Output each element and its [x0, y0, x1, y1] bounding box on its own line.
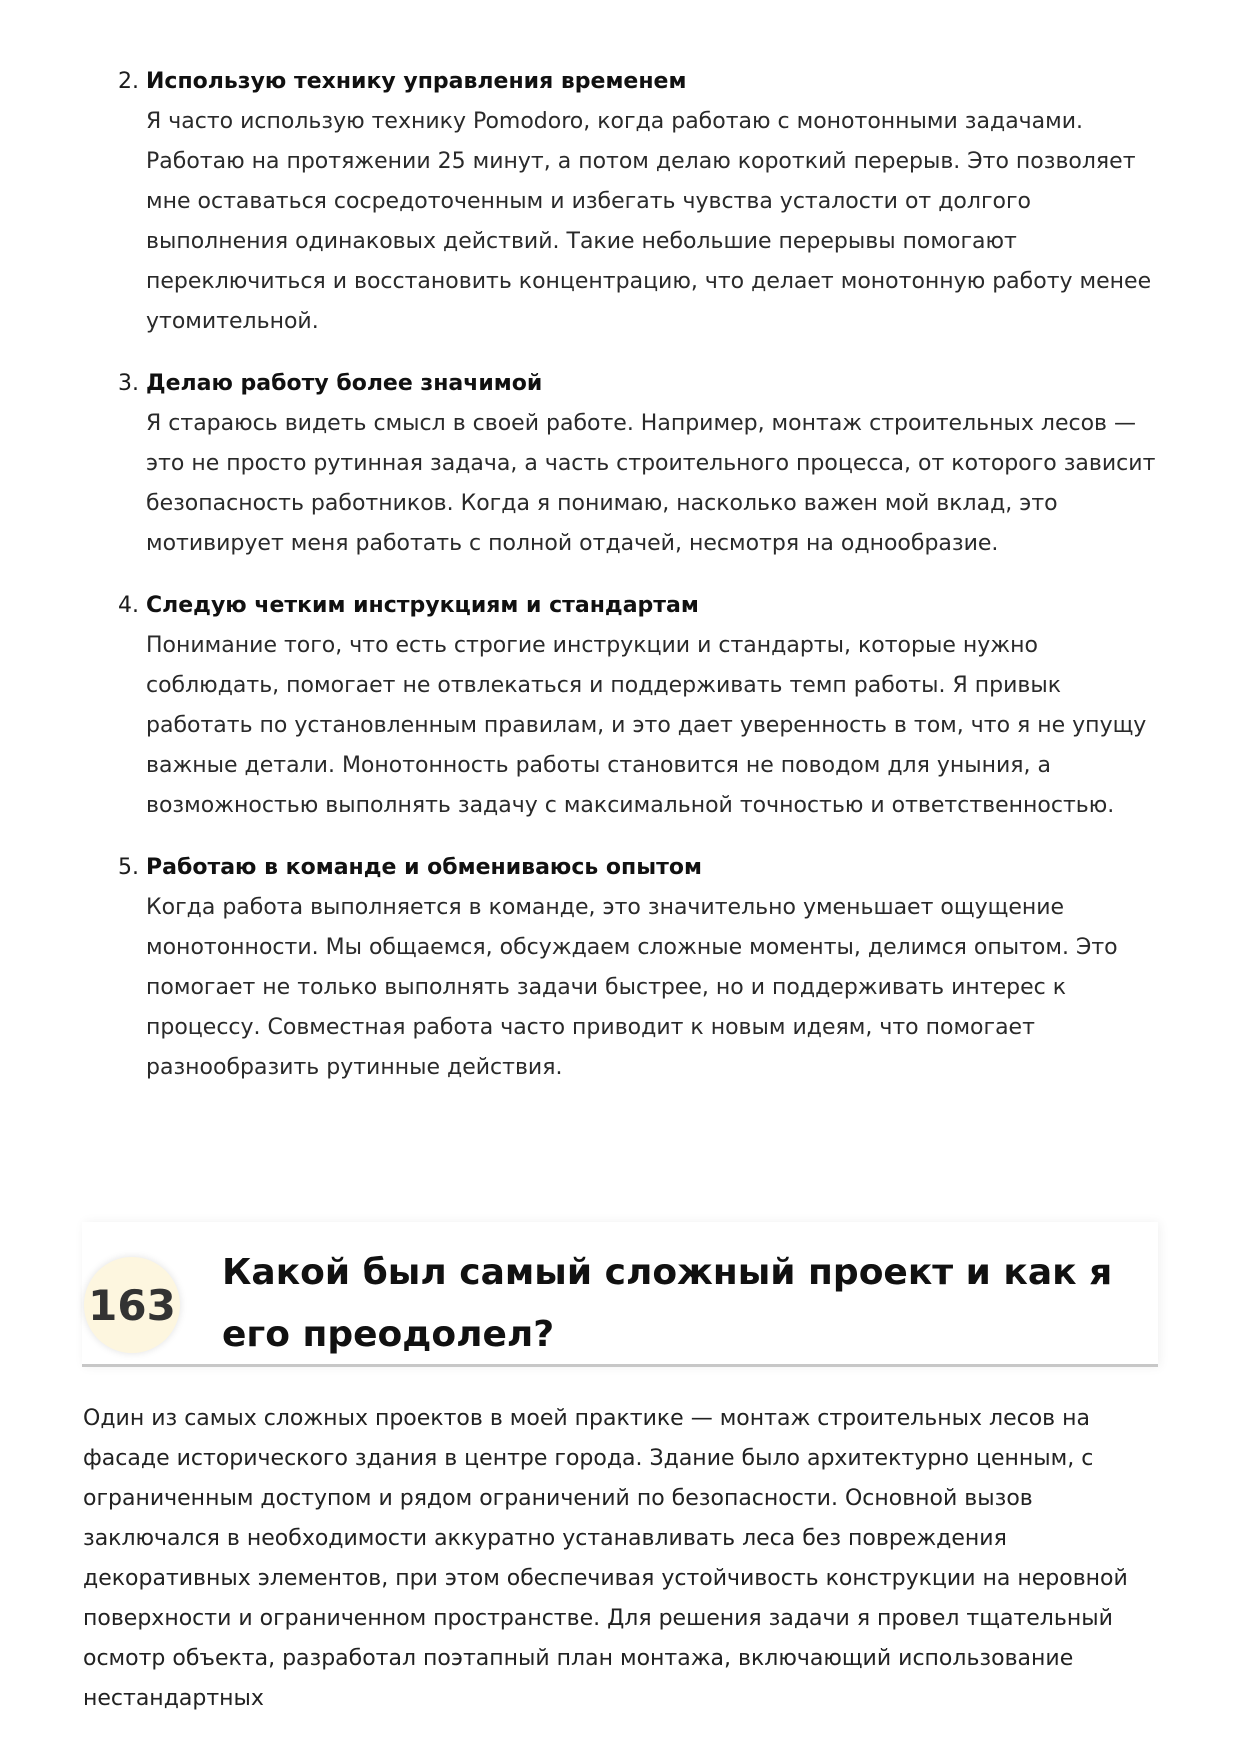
list-item: [0, 364, 1239, 564]
list-item: [0, 586, 1239, 826]
list-item-body: Я часто использую технику Pomodoro, когда работаю с монотонными задачами. Работаю на протяжении 25 минут, а потом делаю короткий перерыв. Это позволяет мне оставаться сосредоточенным и избегать чувства усталости от долгого выполнения одинаковых действий. Такие небольшие перерывы помогают переключиться и восстановить концентрацию, что делает монотонную работу менее утомительной.: [146, 109, 1152, 334]
question-header: [82, 1222, 1158, 1367]
question-number-badge: 163: [84, 1257, 180, 1353]
list-item-number: 4.: [118, 593, 139, 618]
list-item-title: Следую четким инструкциям и стандартам: [146, 593, 699, 618]
list-item-body: Когда работа выполняется в команде, это значительно уменьшает ощущение монотонности. Мы общаемся, обсуждаем сложные моменты, делимся опытом. Это помогает не только выполнять задачи быстрее, но и поддерживать интерес к процессу. Совместная работа часто приводит к новым идеям, что помогает разнообразить рутинные действия.: [146, 895, 1118, 1080]
list-item: [0, 62, 1239, 342]
list-item-number: 3.: [118, 371, 139, 396]
list-item-number: 2.: [118, 69, 139, 94]
list-item-number: 5.: [118, 855, 139, 880]
list-item-body: Я стараюсь видеть смысл в своей работе. Например, монтаж строительных лесов — это не просто рутинная задача, а часть строительного процесса, от которого зависит безопасность работников. Когда я понимаю, насколько важен мой вклад, это мотивирует меня работать с полной отдачей, несмотря на однообразие.: [146, 411, 1156, 556]
answer-paragraph: Один из самых сложных проектов в моей практике — монтаж строительных лесов на фасаде исторического здания в центре города. Здание было архитектурно ценным, с ограниченным доступом и рядом ограничений по безопасности. Основной вызов заключался в необходимости аккуратно устанавливать леса без повреждения декоративных элементов, при этом обеспечивая устойчивость конструкции на неровной поверхности и ограниченном пространстве. Для решения задачи я провел тщательный осмотр объекта, разработал поэтапный план монтажа, включающий использование нестандартных: [83, 1406, 1128, 1711]
numbered-list: [0, 62, 1239, 1110]
list-item-body: Понимание того, что есть строгие инструкции и стандарты, которые нужно соблюдать, помогает не отвлекаться и поддерживать темп работы. Я привык работать по установленным правилам, и это дает уверенность в том, что я не упущу важные детали. Монотонность работы становится не поводом для уныния, а возможностью выполнять задачу с максимальной точностью и ответственностью.: [146, 633, 1147, 818]
list-item: [0, 848, 1239, 1088]
list-item-title: Работаю в команде и обмениваюсь опытом: [146, 855, 702, 880]
list-item-title: Делаю работу более значимой: [146, 371, 543, 396]
list-item-title: Использую технику управления временем: [146, 69, 687, 94]
question-title: Какой был самый сложный проект и как я его преодолел?: [222, 1252, 1113, 1355]
